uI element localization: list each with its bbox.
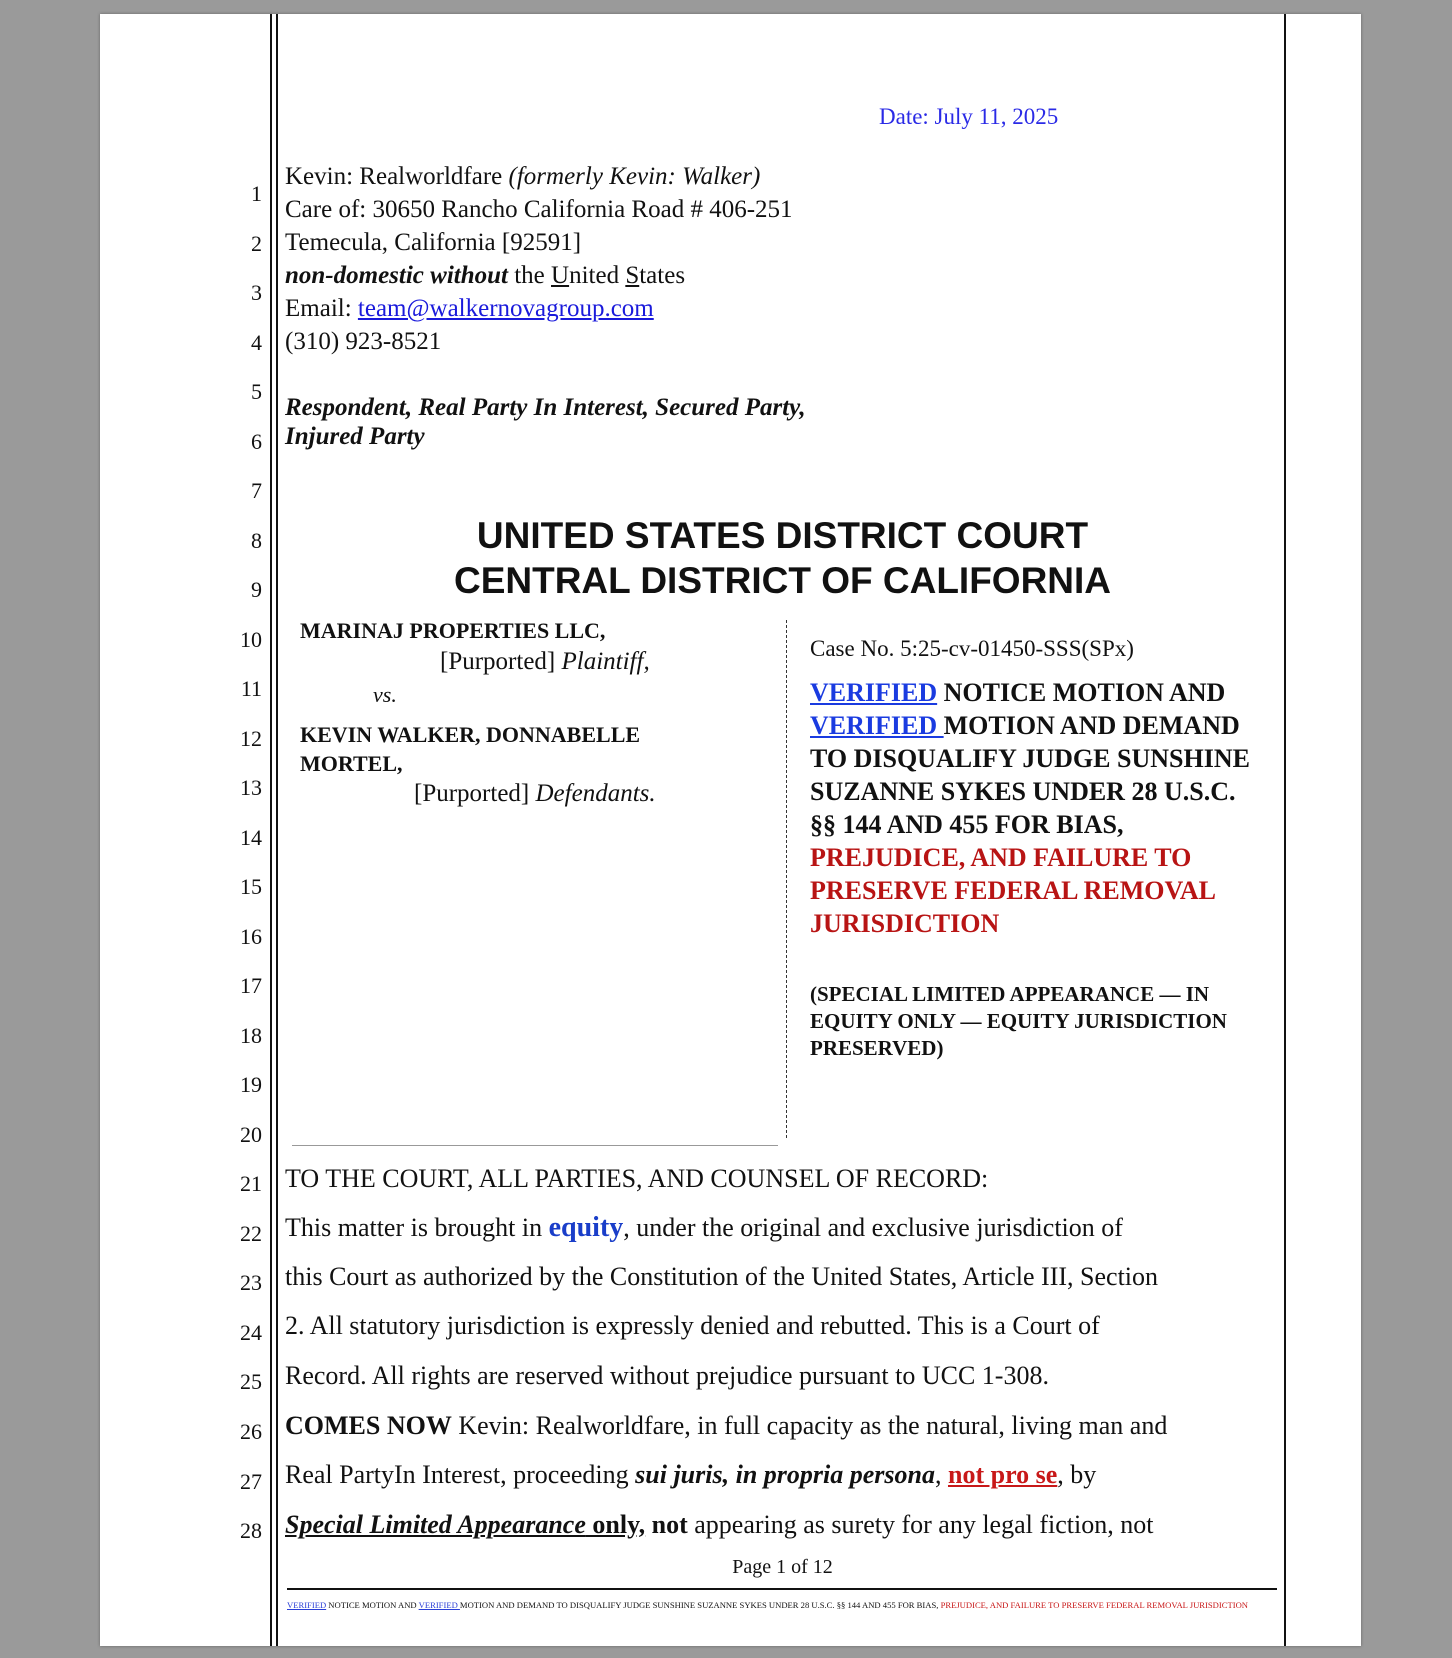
line-number: 14: [240, 824, 262, 850]
line-number: 12: [240, 725, 262, 751]
line-number: 8: [251, 527, 262, 553]
party-name-line: [285, 163, 760, 191]
not-pro-se: not pro se: [947, 1460, 1058, 1489]
motion-title-line-8: JURISDICTION: [810, 909, 1000, 938]
party-name: Kevin: Realworldfare: [285, 163, 509, 190]
versus: vs.: [373, 682, 397, 707]
body-line-28: Special Limited Appearance only, not appearing as surety for any legal fiction, not: [285, 1510, 1154, 1539]
line-number: 13: [240, 775, 262, 800]
line-number: 4: [251, 329, 262, 355]
special-appearance-line-3: PRESERVED): [810, 1036, 944, 1060]
body-line-27: Real PartyIn Interest, proceeding sui juris, in propria persona, not pro se, by: [285, 1460, 1097, 1489]
line-number: 10: [240, 626, 262, 652]
line-number: 6: [251, 428, 262, 454]
line-number: 20: [240, 1121, 262, 1147]
special-appearance-line-2: EQUITY ONLY — EQUITY JURISDICTION: [810, 1009, 1227, 1033]
line-number: 22: [240, 1220, 262, 1246]
body-line-23: this Court as authorized by the Constitution of the United States, Article III, Section: [285, 1262, 1159, 1291]
body-line-24: 2. All statutory jurisdiction is expressly denied and rebutted. This is a Court of: [285, 1311, 1100, 1340]
motion-title-line-1: VERIFIED NOTICE MOTION AND: [810, 678, 1226, 707]
document-date: Date: July 11, 2025: [879, 104, 1059, 129]
party-roles-line-2: Injured Party: [285, 423, 425, 450]
status-line: non-domestic without the United States: [285, 262, 686, 289]
motion-title-line-3: TO DISQUALIFY JUDGE SUNSHINE: [810, 744, 1250, 773]
email-link[interactable]: team@walkernovagroup.com: [357, 295, 654, 322]
verified-label: VERIFIED: [810, 678, 938, 707]
defendants-line-1: KEVIN WALKER, DONNABELLE: [300, 722, 641, 747]
line-number: 1: [251, 181, 262, 206]
line-number: 17: [240, 973, 262, 998]
line-number: 24: [240, 1319, 262, 1345]
status-qualifier: non-domestic without: [285, 262, 508, 289]
email-line: Email: team@walkernovagroup.com: [285, 295, 654, 322]
party-former-name: (formerly Kevin: Walker): [508, 163, 761, 190]
body-line-26: COMES NOW Kevin: Realworldfare, in full capacity as the natural, living man and: [285, 1411, 1168, 1440]
line-number: 3: [251, 280, 262, 305]
document-page: [100, 14, 1361, 1646]
line-number: 25: [240, 1369, 262, 1395]
defendants-line-2: MORTEL,: [300, 751, 403, 776]
special-appearance-line-1: (SPECIAL LIMITED APPEARANCE — IN: [810, 982, 1210, 1006]
line-number: 19: [240, 1072, 262, 1097]
equity-term: equity: [548, 1212, 624, 1243]
line-number: 15: [240, 874, 262, 899]
line-number: 11: [240, 676, 262, 701]
plaintiff-name: MARINAJ PROPERTIES LLC,: [300, 618, 606, 643]
line-number: 23: [240, 1270, 262, 1296]
motion-title-line-5: §§ 144 AND 455 FOR BIAS,: [810, 810, 1124, 839]
caption-divider-vertical: [786, 620, 787, 1138]
party-roles-line-1: Respondent, Real Party In Interest, Secured Party,: [285, 394, 806, 421]
case-number: Case No. 5:25-cv-01450-SSS(SPx): [810, 636, 1134, 661]
defendant-role: [Purported] Defendants.: [414, 780, 656, 807]
body-line-22: This matter is brought in equity, under the original and exclusive jurisdiction of: [285, 1212, 1123, 1243]
line-number: 2: [251, 230, 262, 256]
line-number: 16: [240, 923, 262, 949]
motion-title-line-6: PREJUDICE, AND FAILURE TO: [810, 843, 1192, 872]
line-number: 7: [251, 478, 262, 503]
plaintiff-role: [Purported] Plaintiff,: [440, 648, 650, 675]
salutation: TO THE COURT, ALL PARTIES, AND COUNSEL OF RECORD:: [285, 1164, 989, 1193]
motion-title-line-4: SUZANNE SYKES UNDER 28 U.S.C.: [810, 777, 1236, 806]
motion-title-line-2: VERIFIED MOTION AND DEMAND: [810, 711, 1240, 740]
line-number: 26: [240, 1419, 262, 1444]
line-number: 5: [251, 379, 262, 404]
body-line-25: Record. All rights are reserved without prejudice pursuant to UCC 1-308.: [285, 1361, 1049, 1390]
court-district: CENTRAL DISTRICT OF CALIFORNIA: [453, 560, 1112, 601]
phone-number: (310) 923-8521: [285, 328, 442, 355]
footer-rule: [287, 1588, 1277, 1590]
right-margin-rule: [1284, 14, 1286, 1646]
page-number: Page 1 of 12: [732, 1556, 833, 1578]
left-margin-rule-2: [276, 14, 278, 1646]
line-number: 18: [240, 1022, 262, 1048]
caption-divider-horizontal: [292, 1145, 778, 1146]
care-of-address: Care of: 30650 Rancho California Road # 406-251: [285, 196, 793, 223]
line-number: 21: [240, 1171, 262, 1196]
motion-title-line-7: PRESERVE FEDERAL REMOVAL: [810, 876, 1217, 905]
city-state-zip: Temecula, California [92591]: [285, 229, 582, 256]
verified-label-2: VERIFIED: [810, 711, 944, 740]
line-number: 9: [251, 577, 262, 602]
footer-title: VERIFIED NOTICE MOTION AND VERIFIED MOTION AND DEMAND TO DISQUALIFY JUDGE SUNSHINE SUZANNE SYKES UNDER 28 U.S.C. §§ 144 AND 455 FOR BIAS, PREJUDICE, AND FAILURE TO PRESERVE FEDERAL REMOVAL JURISDICTION: [287, 1600, 1248, 1610]
left-margin-rule-1: [270, 14, 272, 1646]
court-name: UNITED STATES DISTRICT COURT: [476, 515, 1089, 556]
line-number: 27: [240, 1468, 262, 1494]
line-number: 28: [240, 1518, 262, 1544]
